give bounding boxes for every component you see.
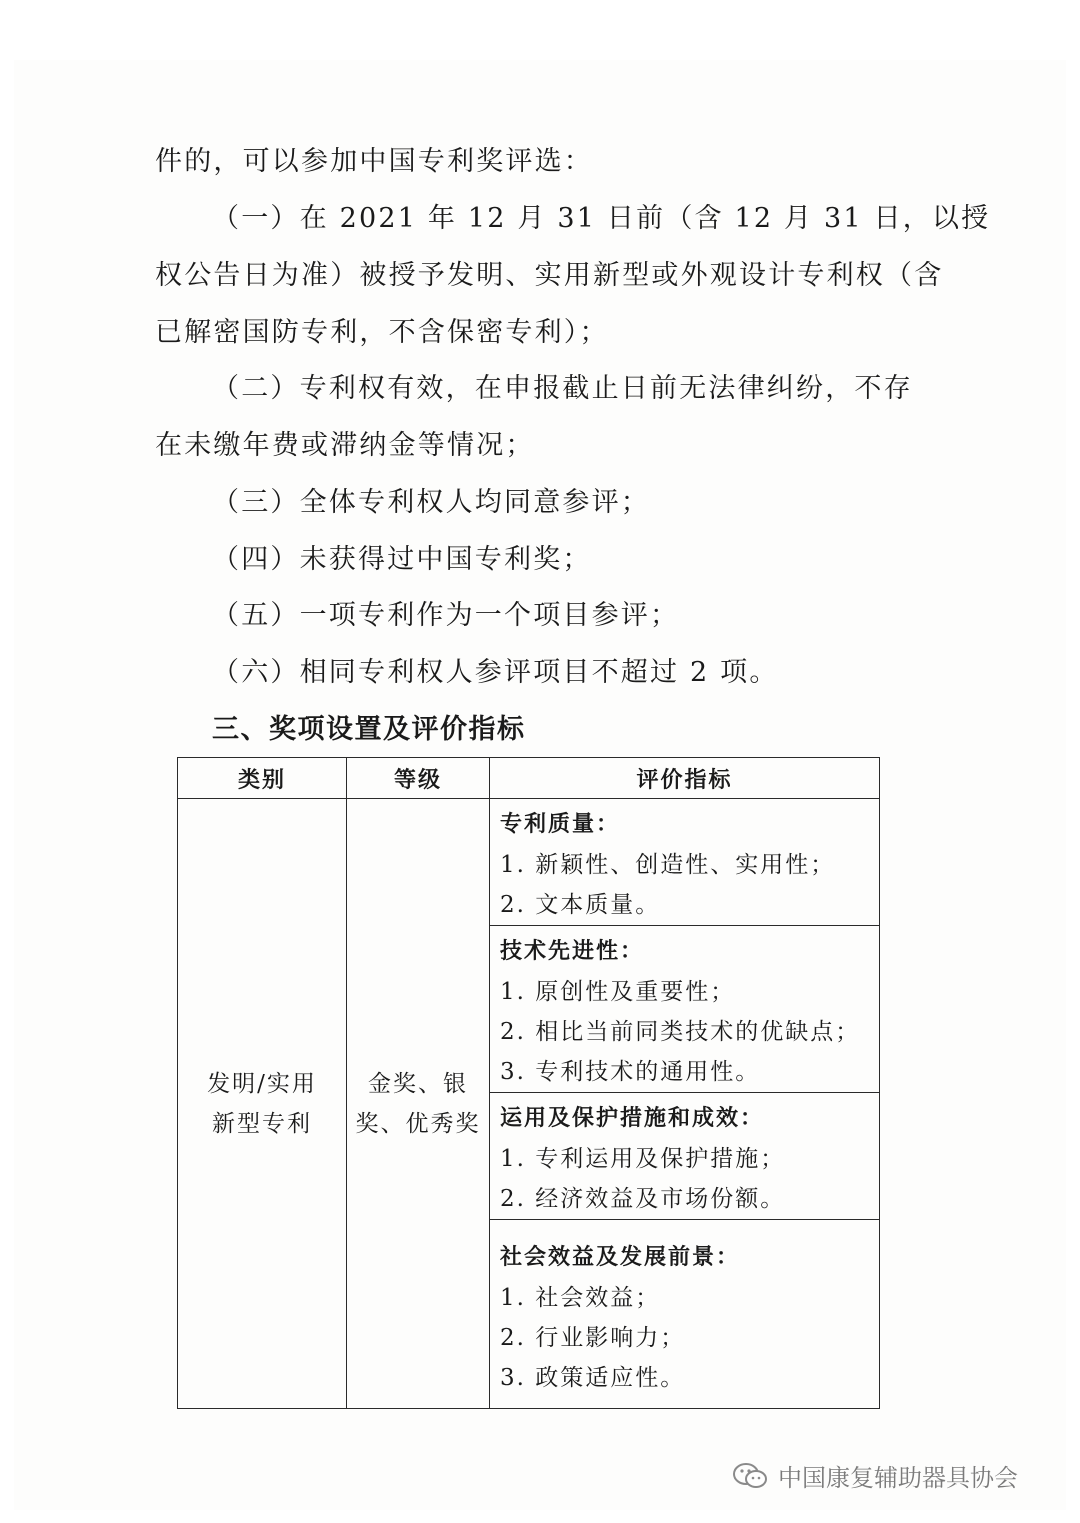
paragraph-line: （六）相同专利权人参评项目不超过 2 项。 <box>212 657 779 688</box>
table-header-row <box>178 758 880 799</box>
criteria-item: 2. 行业影响力； <box>500 1325 686 1351</box>
criteria-title: 运用及保护措施和成效： <box>500 1106 765 1131</box>
paragraph-line: 件的，可以参加中国专利奖评选： <box>155 146 593 177</box>
criteria-cell <box>490 926 880 1093</box>
paragraph-line: （五）一项专利作为一个项目参评； <box>212 600 680 631</box>
criteria-title: 专利质量： <box>500 812 621 837</box>
grade-line: 奖、优秀奖 <box>355 1110 481 1137</box>
section-heading: 三、奖项设置及评价指标 <box>212 714 526 745</box>
criteria-item: 3. 专利技术的通用性。 <box>500 1059 761 1085</box>
grade-cell <box>347 799 490 1409</box>
header-category: 类别 <box>178 758 347 799</box>
criteria-cell <box>490 799 880 926</box>
grade-line: 金奖、银 <box>368 1070 468 1097</box>
paragraph-line: 权公告日为准）被授予发明、实用新型或外观设计专利权（含 <box>155 260 944 291</box>
category-line: 新型专利 <box>212 1110 312 1137</box>
criteria-item: 2. 文本质量。 <box>500 892 661 918</box>
watermark <box>732 1458 1018 1493</box>
award-table <box>177 757 880 1409</box>
category-line: 发明/实用 <box>207 1070 317 1097</box>
category-cell <box>178 799 347 1409</box>
criteria-item: 1. 原创性及重要性； <box>500 979 736 1005</box>
paragraph-line: （一）在 2021 年 12 月 31 日前（含 12 月 31 日，以授 <box>212 203 991 234</box>
criteria-title: 技术先进性： <box>500 939 645 964</box>
criteria-item: 1. 专利运用及保护措施； <box>500 1146 786 1172</box>
criteria-item: 2. 相比当前同类技术的优缺点； <box>500 1019 861 1045</box>
header-grade: 等级 <box>347 758 490 799</box>
paragraph-line: 已解密国防专利，不含保密专利）； <box>155 317 609 348</box>
criteria-item: 2. 经济效益及市场份额。 <box>500 1186 786 1212</box>
table-row <box>178 799 880 926</box>
wechat-icon <box>732 1461 768 1491</box>
criteria-item: 1. 社会效益； <box>500 1285 661 1311</box>
paragraph-line: 在未缴年费或滞纳金等情况； <box>155 430 535 461</box>
criteria-cell <box>490 1220 880 1409</box>
criteria-title: 社会效益及发展前景： <box>500 1245 741 1270</box>
watermark-text: 中国康复辅助器具协会 <box>778 1464 1018 1492</box>
paragraph-line: （四）未获得过中国专利奖； <box>212 544 592 575</box>
paragraph-line: （三）全体专利权人均同意参评； <box>212 487 650 518</box>
paragraph-line: （二）专利权有效，在申报截止日前无法律纠纷，不存 <box>212 373 913 404</box>
header-criteria: 评价指标 <box>490 758 880 799</box>
criteria-item: 1. 新颖性、创造性、实用性； <box>500 852 836 878</box>
criteria-cell <box>490 1093 880 1220</box>
criteria-item: 3. 政策适应性。 <box>500 1365 686 1391</box>
